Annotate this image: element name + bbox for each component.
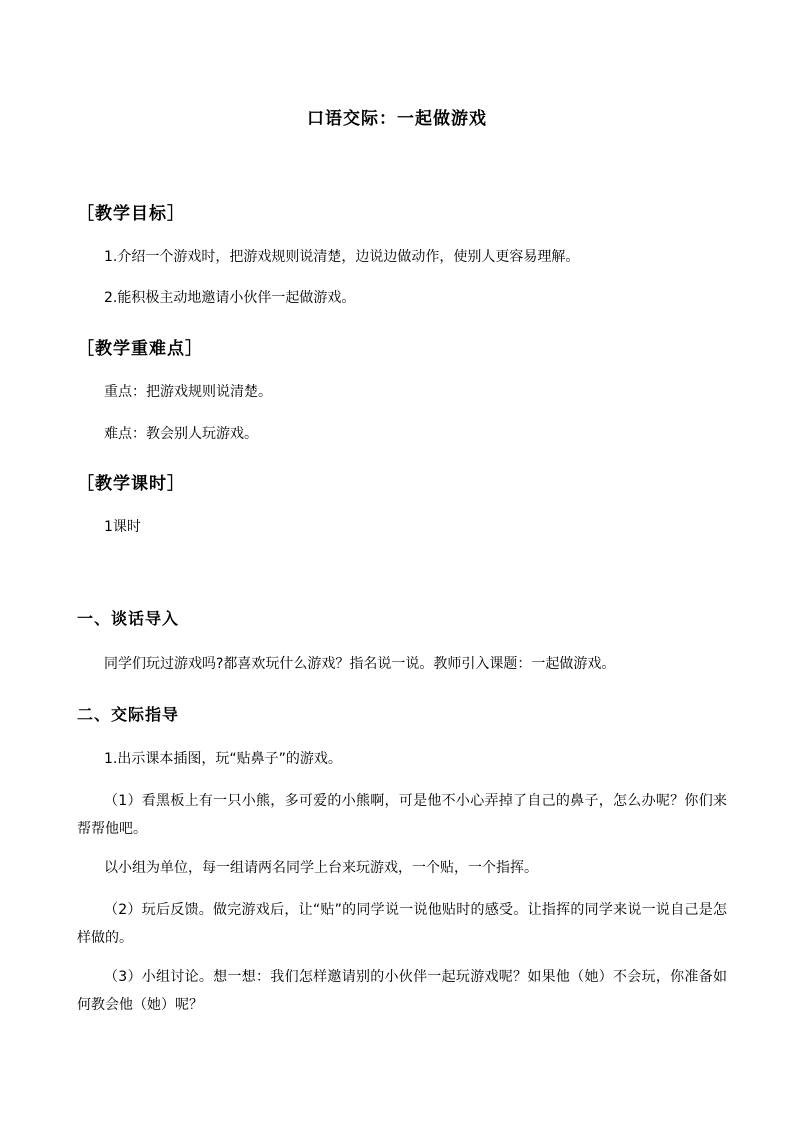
key-point-difficulty: 难点：教会别人玩游戏。: [104, 426, 258, 442]
key-point-focus: 重点：把游戏规则说清楚。: [104, 384, 272, 400]
guide-item-4: （2）玩后反馈。做完游戏后，让“贴”的同学说一说他贴时的感受。让指挥的同学来说一说自己是怎样做的。: [77, 902, 727, 946]
goal-item-2: 2.能积极主动地邀请小伙伴一起做游戏。: [104, 290, 356, 306]
guide-item-5: （3）小组讨论。想一想：我们怎样邀请别的小伙伴一起玩游戏呢？如果他（她）不会玩，你准备如何教会他（她）呢？: [77, 969, 727, 1013]
heading-teaching-goals: ［教学目标］: [77, 204, 185, 224]
intro-paragraph: 同学们玩过游戏吗?都喜欢玩什么游戏？指名说一说。教师引入课题：一起做游戏。: [104, 656, 616, 672]
guide-item-2: （1）看黑板上有一只小熊，多可爱的小熊啊，可是他不小心弄掉了自己的鼻子，怎么办呢？你们来帮帮他吧。: [77, 793, 727, 837]
heading-key-points: ［教学重难点］: [77, 339, 203, 359]
section-title-intro: 一、谈话导入: [77, 609, 180, 628]
goal-item-1: 1.介绍一个游戏时，把游戏规则说清楚，边说边做动作，使别人更容易理解。: [104, 249, 580, 265]
guide-item-3: 以小组为单位，每一组请两名同学上台来玩游戏，一个贴，一个指挥。: [104, 860, 538, 876]
guide-item-1: 1.出示课本插图，玩“贴鼻子”的游戏。: [104, 751, 342, 767]
heading-teaching-hours: ［教学课时］: [77, 474, 185, 494]
teaching-hours-value: 1课时: [104, 519, 141, 535]
document-title: 口语交际：一起做游戏: [307, 109, 487, 129]
section-title-guide: 二、交际指导: [77, 705, 180, 724]
